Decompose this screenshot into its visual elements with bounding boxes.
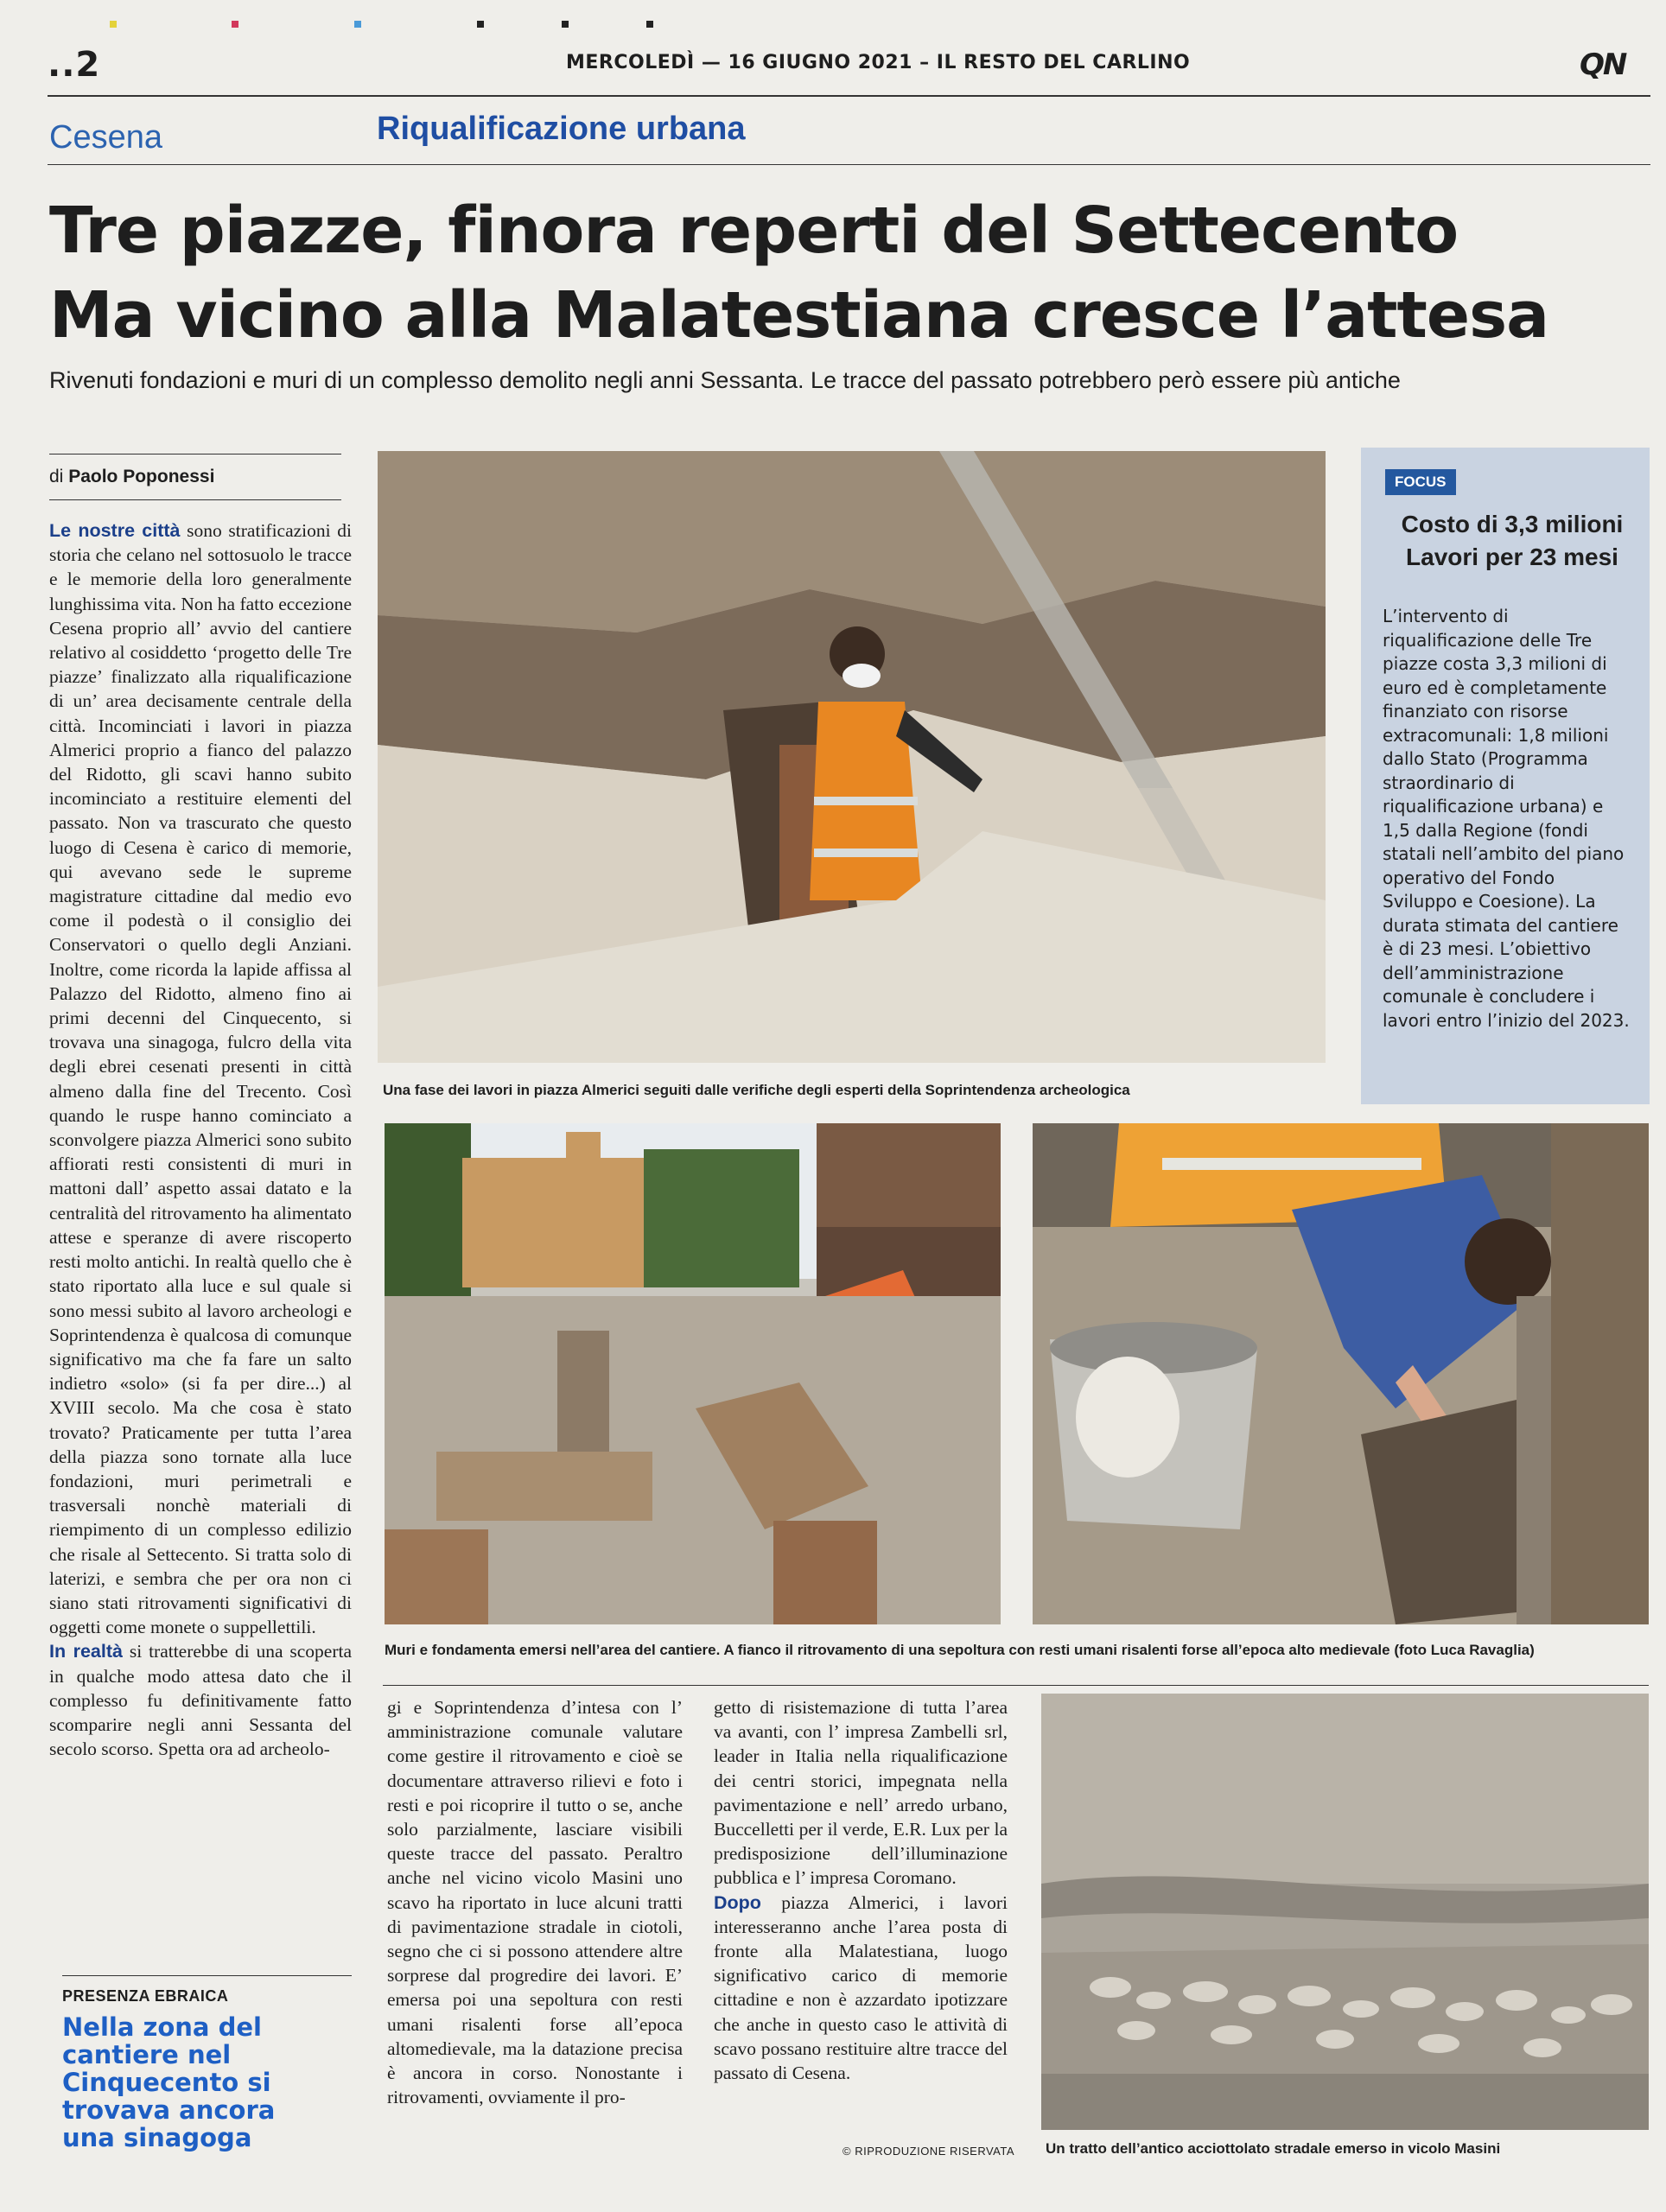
byline xyxy=(49,467,214,487)
section-name: Cesena xyxy=(49,119,162,156)
print-mark-yellow xyxy=(110,21,117,28)
print-mark-black xyxy=(477,21,484,28)
photo-piazza-walls xyxy=(385,1123,1001,1624)
focus-body: L’intervento di riqualificazione delle Tre piazze costa 3,3 milioni di euro ed è completamente finanziato con risorse extracomunali: 1,8 milioni dallo Stato (Programma straordinario di riqualificazione urbana) e 1,5 dalla Regione (fondi statali nell’ambito del piano operativo del Fondo Sviluppo e Coesione). La durata stimata del cantiere è di 23 mesi. L’obiettivo dell’amministrazione comunale è concludere i lavori entro l’inizio del 2023. xyxy=(1383,606,1630,1031)
photo-cobblestones xyxy=(1041,1694,1649,2130)
date-line: MERCOLEDÌ — 16 GIUGNO 2021 – IL RESTO DEL CARLINO xyxy=(566,52,1191,73)
photo-excavation-worker xyxy=(378,451,1326,1063)
lead-in-3: Dopo xyxy=(714,1891,761,1913)
article-column-2 xyxy=(387,1695,683,2109)
print-mark-black-3 xyxy=(646,21,653,28)
focus-title: Costo di 3,3 milioni Lavori per 23 mesi xyxy=(1401,511,1624,570)
headline-line-2: Ma vicino alla Malatestiana cresce l’attesa xyxy=(49,278,1549,353)
header-rule xyxy=(48,95,1650,97)
focus-tag: FOCUS xyxy=(1385,469,1456,495)
presenza-rule xyxy=(62,1975,352,1976)
copyright: © RIPRODUZIONE RISERVATA xyxy=(843,2145,1015,2158)
print-mark-magenta xyxy=(232,21,238,28)
subheadline: Rivenuti fondazioni e muri di un complesso demolito negli anni Sessanta. Le tracce del passato potrebbero però essere più antiche xyxy=(49,367,1401,393)
section-rule xyxy=(48,164,1650,165)
lower-rule xyxy=(383,1685,1649,1686)
caption-photo-4: Un tratto dell’antico acciottolato stradale emerso in vicolo Masini xyxy=(1046,2140,1501,2157)
article-column-3 xyxy=(714,1695,1008,2085)
body-text-1: sono stratificazioni di storia che celano nel sottosuolo le tracce e le memorie della loro generalmente lunghissima vita. Non ha fatto eccezione Cesena proprio all’ avvio del cantiere relativo al cosiddetto ‘progetto delle Tre piazze’ finalizzato alla riqualificazione di un’ area decisamente centrale della città. Incominciati i lavori in piazza Almerici proprio a fianco del palazzo del Ridotto, gli scavi hanno subito incominciato a restituire elementi del passato. Non va trascurato che questo luogo di Cesena è carico di memorie, qui avevano sede le supreme magistrature cittadine dal medio evo come il podestà o il consiglio dei Conservatori o quello degli Anziani. Inoltre, come ricorda la lapide affissa al Palazzo del Ridotto, almeno fino ai primi decenni del Cinquecento, si trovava una sinagoga, fulcro della vita degli ebrei cesenati presenti in città almeno dalla fine del Trecento. Così quando le ruspe hanno cominciato a sconvolgere piazza Almerici sono subito affiorati resti consistenti di muri in mattoni dall’ aspetto assai datato e la centralità del ritrovamento ha alimentato attese e speranze di avere riscoperto resti molto antichi. In realtà quello che è stato riportato alla luce e sul quale si sono messi subito al lavoro archeologi e Soprintendenza è qualcosa di comunque significativo ma che fa fare un salto indietro «solo» (si fa per dire...) al XVIII secolo. Ma che cosa è stato trovato? Praticamente per tutta l’area della piazza sono tornate alla luce fondazioni, muri perimetrali e trasversali nonchè materiali di riempimento di un complesso edilizio che risale al Settecento. Si tratta solo di laterizi, e sembra che per ora non ci siano stati ritrovamenti significativi di oggetti come monete o suppellettili. xyxy=(49,520,353,1638)
print-mark-cyan xyxy=(354,21,361,28)
byline-prefix: di xyxy=(49,467,64,486)
print-mark-black-2 xyxy=(562,21,569,28)
body-text-3b: piazza Almerici, i lavori interesseranno anche l’area posta di fronte alla Malatestiana, luogo significativo carico di memorie cittadine e non è azzardato ipotizzare che anche in questo caso le attività di scavo possano restituire altre tracce del passato di Cesena. xyxy=(714,1891,1008,2084)
newspaper-logo: QN xyxy=(1580,48,1626,82)
body-text-3: getto di risistemazione di tutta l’area va avanti, con l’ impresa Zambelli srl, leader in Italia nella riqualificazione dei centri storici, impegnata nella pavimentazione e nell’ arredo urbano, Buccelletti per il verde, E.R. Lux per la predisposizione dell’illuminazione pubblica e l’ impresa Coromano. xyxy=(714,1697,1008,1889)
body-text-2: gi e Soprintendenza d’intesa con l’ amministrazione comunale valutare come gestire il ritrovamento e cioè se documentare attraverso rilievi e foto i resti e poi ricoprire il tutto o se, anche solo parzialmente, lasciare visibili queste tracce del passato. Peraltro anche nel vicino vicolo Masini uno scavo ha riportato in luce alcuni tratti di pavimentazione stradale in ciotoli, segno che ci si possono attendere altre sorprese dal progredire dei lavori. E’ emersa poi una sepoltura con resti umani risalenti forse all’epoca altomedievale, ma la datazione precisa è ancora in corso. Nonostante i ritrovamenti, ovviamente il pro- xyxy=(387,1697,683,2108)
headline-line-1: Tre piazze, finora reperti del Settecento xyxy=(49,194,1459,268)
page-number: ..2 xyxy=(48,45,101,85)
byline-rule-bottom xyxy=(49,499,341,500)
article-column-1 xyxy=(49,518,352,1761)
presenza-quote: Nella zona del cantiere nel Cinquecento si trovava ancora una sinagoga xyxy=(62,2012,276,2152)
presenza-label: PRESENZA EBRAICA xyxy=(62,1987,229,2005)
caption-photo-1: Una fase dei lavori in piazza Almerici seguiti dalle verifiche degli esperti della Soprintendenza archeologica xyxy=(383,1082,1130,1098)
caption-photo-2-3: Muri e fondamenta emersi nell’area del cantiere. A fianco il ritrovamento di una sepoltura con resti umani risalenti forse all’epoca alto medievale (foto Luca Ravaglia) xyxy=(385,1642,1535,1658)
lead-in: Le nostre città xyxy=(49,520,181,541)
lead-in-2: In realtà xyxy=(49,1641,123,1662)
photo-burial-excavation xyxy=(1033,1123,1649,1624)
byline-author: Paolo Poponessi xyxy=(68,467,215,486)
kicker: Riqualificazione urbana xyxy=(377,111,746,147)
body-text-1b: si tratterebbe di una scoperta in qualche modo attesa dato che il complesso fu definitivamente fatto scomparire negli anni Sessanta del secolo scorso. Spetta ora ad archeolo- xyxy=(49,1641,353,1760)
